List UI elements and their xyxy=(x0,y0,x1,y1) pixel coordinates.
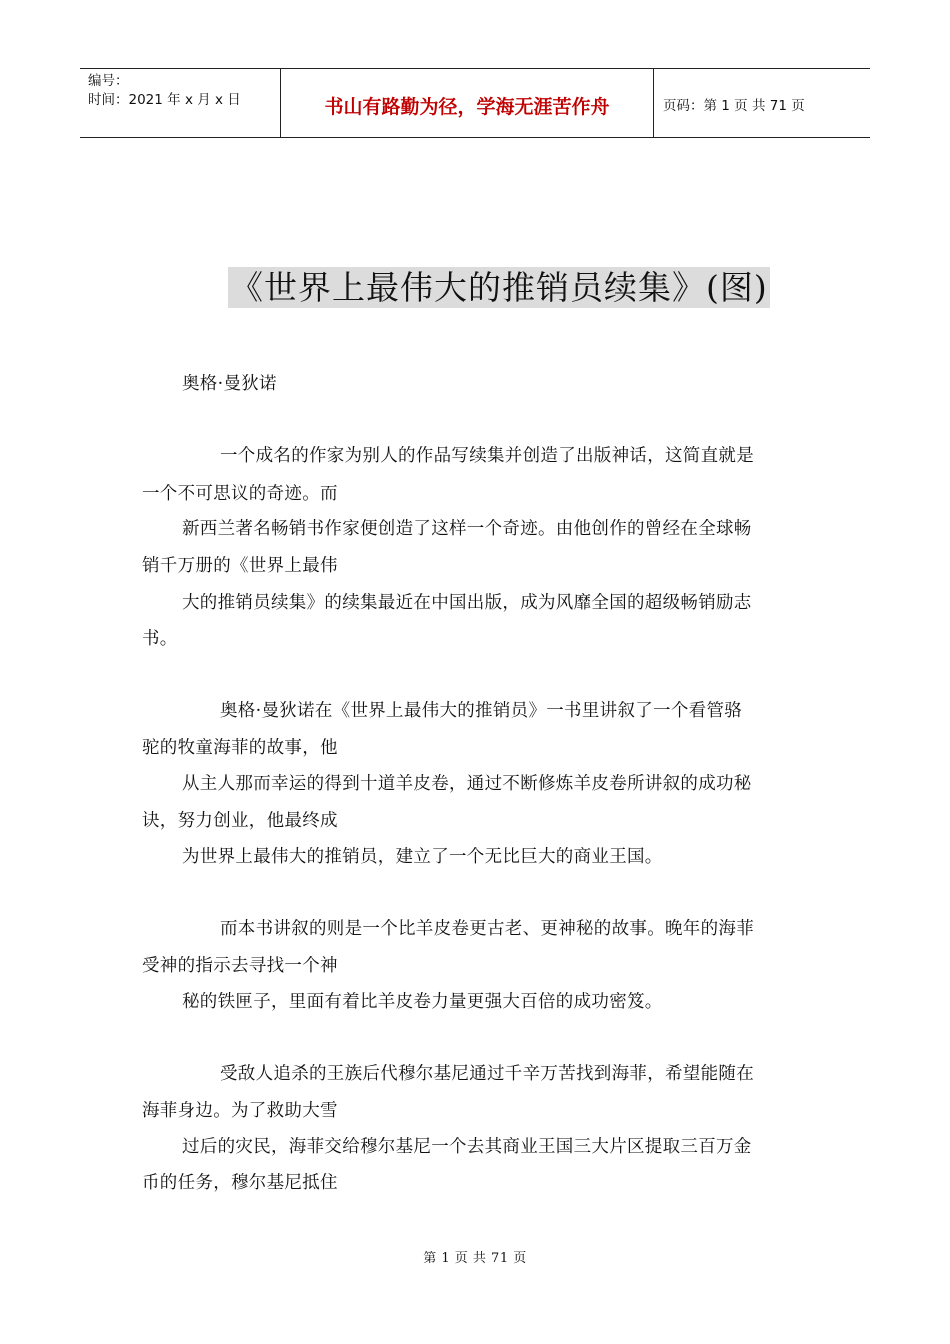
text-line: 从主人那而幸运的得到十道羊皮卷，通过不断修炼羊皮卷所讲叙的成功秘 xyxy=(182,774,752,794)
text-line: 受神的指示去寻找一个神 xyxy=(142,956,338,976)
text-line: 奥格·曼狄诺在《世界上最伟大的推销员》一书里讲叙了一个看管骆 xyxy=(220,701,743,721)
motto-text: 书山有路勤为径，学海无涯苦作舟 xyxy=(324,95,610,118)
header-motto-cell xyxy=(281,69,654,137)
text-line: 驼的牧童海菲的故事，他 xyxy=(142,738,338,758)
text-line: 为世界上最伟大的推销员，建立了一个无比巨大的商业王国。 xyxy=(182,847,663,867)
text-line: 书。 xyxy=(142,629,178,649)
text-line: 过后的灾民，海菲交给穆尔基尼一个去其商业王国三大片区提取三百万金 xyxy=(182,1137,752,1157)
text-line: 秘的铁匣子，里面有着比羊皮卷力量更强大百倍的成功密笈。 xyxy=(182,992,663,1012)
document-title: 《世界上最伟大的推销员续集》(图) xyxy=(230,268,768,307)
text-line: 币的任务，穆尔基尼抵住 xyxy=(142,1173,338,1193)
text-line: 销千万册的《世界上最伟 xyxy=(142,556,338,576)
number-label: 编号： xyxy=(88,73,129,89)
text-line: 诀，努力创业，他最终成 xyxy=(142,811,338,831)
author-name: 奥格·曼狄诺 xyxy=(182,374,277,394)
time-label: 时间：2021 年 x 月 x 日 xyxy=(88,92,241,108)
header-page-cell xyxy=(654,69,870,137)
text-line: 而本书讲叙的则是一个比羊皮卷更古老、更神秘的故事。晚年的海菲 xyxy=(220,919,754,939)
page-info: 页码：第 1 页 共 71 页 xyxy=(663,98,805,114)
page-footer: 第 1 页 共 71 页 xyxy=(423,1251,527,1266)
header-meta-cell xyxy=(80,69,281,137)
page-header xyxy=(80,68,870,138)
text-line: 一个成名的作家为别人的作品写续集并创造了出版神话，这简直就是 xyxy=(220,446,754,466)
text-line: 受敌人追杀的王族后代穆尔基尼通过千辛万苦找到海菲，希望能随在 xyxy=(220,1064,754,1084)
text-line: 新西兰著名畅销书作家便创造了这样一个奇迹。由他创作的曾经在全球畅 xyxy=(182,519,752,539)
text-line: 海菲身边。为了救助大雪 xyxy=(142,1101,338,1121)
text-line: 一个不可思议的奇迹。而 xyxy=(142,484,338,504)
text-line: 大的推销员续集》的续集最近在中国出版，成为风靡全国的超级畅销励志 xyxy=(182,593,752,613)
